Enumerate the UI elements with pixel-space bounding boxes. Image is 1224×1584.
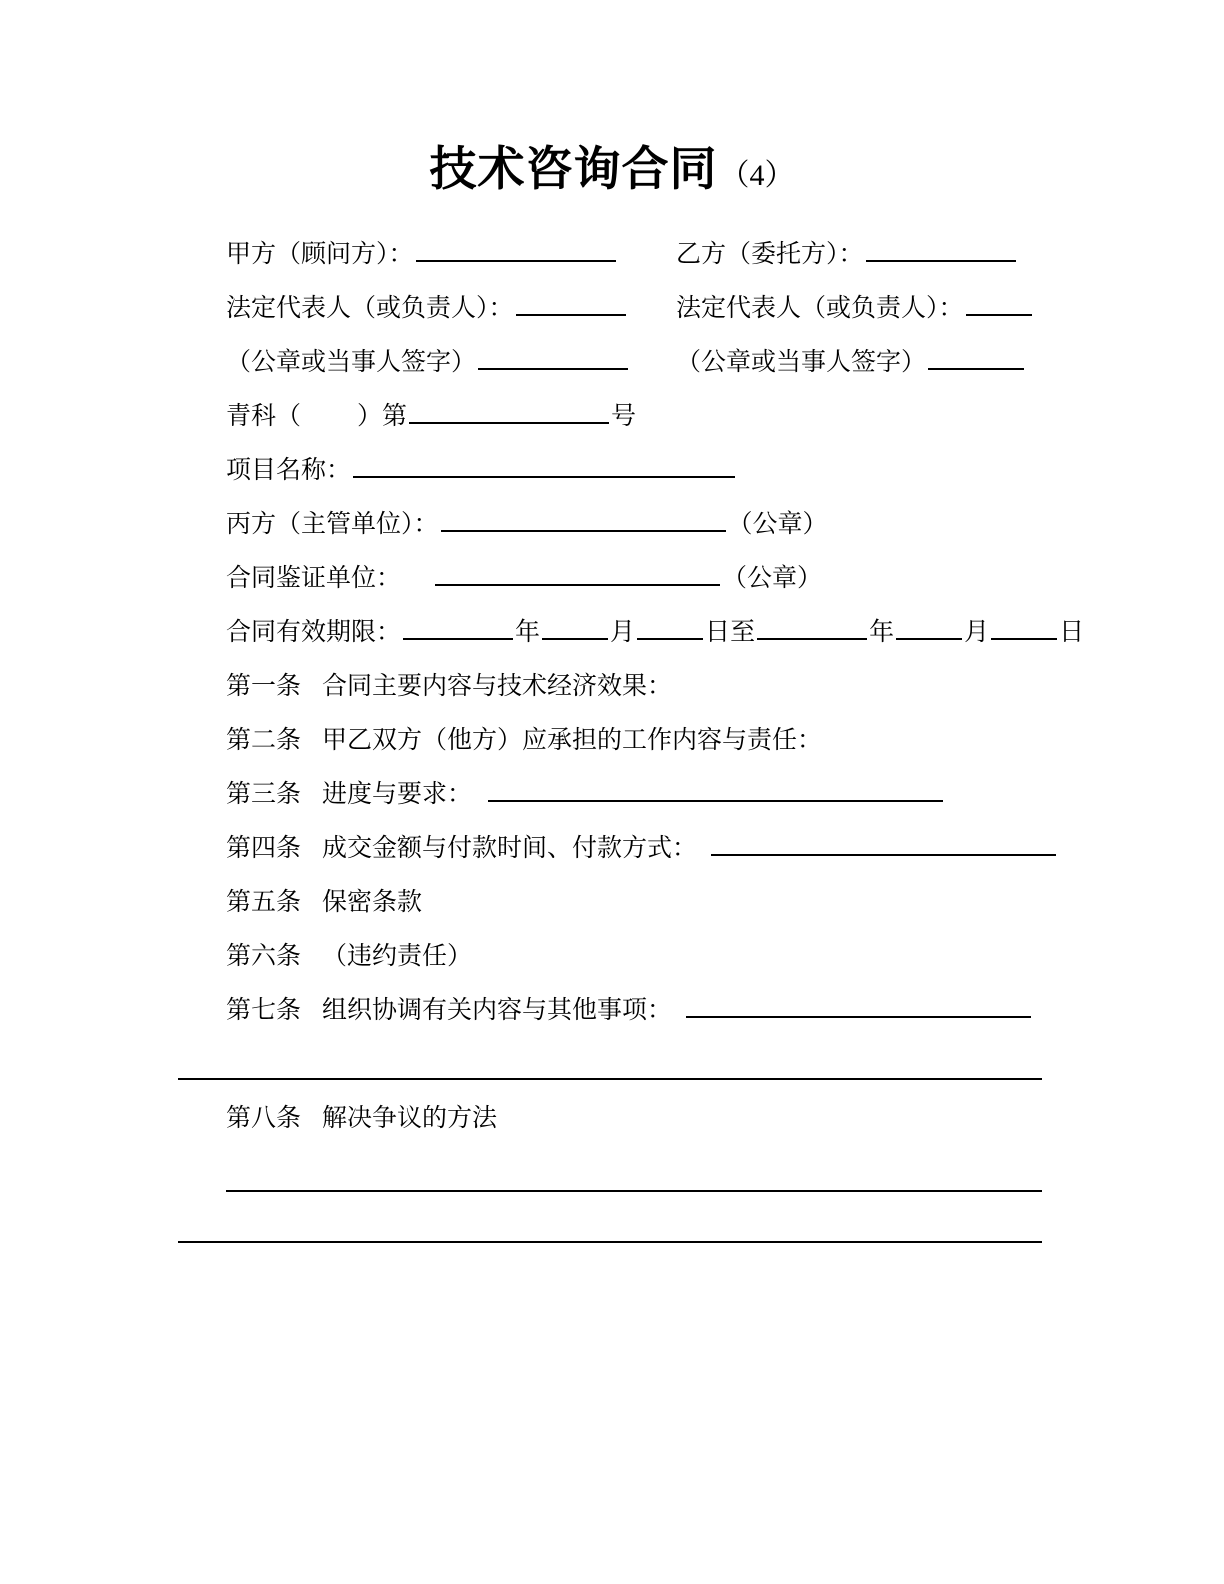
- clause-8-text: 解决争议的方法: [322, 1105, 498, 1132]
- clause-7-input[interactable]: [686, 992, 1031, 1018]
- seal-signature-a-group: [226, 336, 630, 390]
- clause-row-3: [226, 768, 1046, 822]
- verifier-seal-label: （公章）: [722, 565, 823, 592]
- party-a-label: 甲方（顾问方）：: [226, 241, 414, 268]
- seal-signature-a-input[interactable]: [478, 344, 628, 370]
- clause-row-7: [226, 984, 1046, 1038]
- verifier-group: [226, 552, 822, 606]
- clause-row-8: [226, 1092, 497, 1146]
- legal-rep-a-input[interactable]: [516, 290, 626, 316]
- clause-3-number: 第三条: [226, 781, 302, 808]
- legal-rep-a-group: [226, 282, 628, 336]
- validity-start-year-unit: 年: [515, 619, 541, 646]
- seal-signature-b-label: （公章或当事人签字）: [676, 349, 927, 376]
- title-main-text: 技术咨询合同: [429, 142, 718, 197]
- validity-start-month-unit: 月: [610, 619, 636, 646]
- clause-2-number: 第二条: [226, 727, 302, 754]
- clause-5-number: 第五条: [226, 889, 302, 916]
- project-name-label: 项目名称：: [226, 457, 352, 484]
- validity-period-row: [226, 606, 1085, 660]
- clause-3-text: 进度与要求：: [322, 781, 473, 808]
- supervisor-group: [226, 498, 828, 552]
- clause-6-number: 第六条: [226, 943, 302, 970]
- seal-signature-b-input[interactable]: [928, 344, 1024, 370]
- legal-rep-b-input[interactable]: [966, 290, 1032, 316]
- clause-row-5: [226, 876, 1046, 930]
- legal-rep-a-label: 法定代表人（或负责人）：: [226, 295, 514, 322]
- registration-suffix-label: 号: [611, 403, 637, 430]
- project-name-group: [226, 444, 737, 498]
- verifier-input[interactable]: [435, 560, 720, 586]
- clause-4-number: 第四条: [226, 835, 302, 862]
- clause-8-answer-rule-1[interactable]: [226, 1190, 1042, 1192]
- party-b-label: 乙方（委托方）：: [676, 241, 864, 268]
- clause-1-text: 合同主要内容与技术经济效果：: [322, 673, 673, 700]
- clause-3-input[interactable]: [488, 776, 943, 802]
- party-row-2: [226, 282, 1046, 336]
- clause-7-number: 第七条: [226, 997, 302, 1024]
- project-name-row: [226, 444, 1046, 498]
- validity-end-day-unit: 日: [1059, 619, 1085, 646]
- validity-start-day-unit: 日: [705, 619, 731, 646]
- clause-row-2: [226, 714, 1046, 768]
- validity-start-year-input[interactable]: [403, 614, 513, 640]
- clause-4-input[interactable]: [711, 830, 1056, 856]
- clause-5-text: 保密条款: [322, 889, 423, 916]
- supervisor-label: 丙方（主管单位）：: [226, 511, 439, 538]
- party-a-group: [226, 228, 618, 282]
- clause-6-text: （违约责任）: [322, 943, 473, 970]
- validity-end-year-unit: 年: [869, 619, 895, 646]
- seal-signature-a-label: （公章或当事人签字）: [226, 349, 477, 376]
- validity-end-month-input[interactable]: [896, 614, 962, 640]
- party-row-1: [226, 228, 1046, 282]
- registration-serial-input[interactable]: [409, 398, 609, 424]
- supervisor-seal-label: （公章）: [727, 511, 828, 538]
- registration-number-row: [226, 390, 1046, 444]
- seal-signature-b-group: [676, 336, 1026, 390]
- legal-rep-b-label: 法定代表人（或负责人）：: [676, 295, 964, 322]
- validity-group: [226, 606, 1084, 660]
- supervisor-row: [226, 498, 1046, 552]
- clause-2-text: 甲乙双方（他方）应承担的工作内容与责任：: [322, 727, 823, 754]
- supervisor-input[interactable]: [441, 506, 726, 532]
- party-row-3: [226, 336, 1046, 390]
- verifier-row: [226, 552, 1046, 606]
- validity-end-month-unit: 月: [964, 619, 990, 646]
- validity-end-year-input[interactable]: [757, 614, 867, 640]
- title-suffix-text: （4）: [719, 159, 795, 192]
- party-b-input[interactable]: [866, 236, 1016, 262]
- project-name-input[interactable]: [353, 452, 735, 478]
- clause-8-number: 第八条: [226, 1105, 302, 1132]
- validity-end-day-input[interactable]: [991, 614, 1057, 640]
- clause-7-text: 组织协调有关内容与其他事项：: [322, 997, 673, 1024]
- registration-prefix-label: 青科（: [226, 403, 302, 430]
- page-title: [0, 132, 1224, 199]
- clause-row-1: [226, 660, 1046, 714]
- clause-row-4: [226, 822, 1046, 876]
- clause-1-number: 第一条: [226, 673, 302, 700]
- legal-rep-b-group: [676, 282, 1034, 336]
- registration-middle-label: ）第: [357, 403, 408, 430]
- party-b-group: [676, 228, 1018, 282]
- divider-rule-top: [178, 1078, 1042, 1080]
- document-body: [226, 228, 1085, 1038]
- validity-label: 合同有效期限：: [226, 619, 402, 646]
- clause-4-text: 成交金额与付款时间、付款方式：: [322, 835, 698, 862]
- party-a-input[interactable]: [416, 236, 616, 262]
- validity-start-day-input[interactable]: [637, 614, 703, 640]
- registration-group: [226, 390, 636, 444]
- validity-to-label: 至: [730, 619, 756, 646]
- verifier-label: 合同鉴证单位：: [226, 565, 402, 592]
- clause-8-answer-rule-2[interactable]: [178, 1241, 1042, 1243]
- validity-start-month-input[interactable]: [542, 614, 608, 640]
- clause-row-6: [226, 930, 1046, 984]
